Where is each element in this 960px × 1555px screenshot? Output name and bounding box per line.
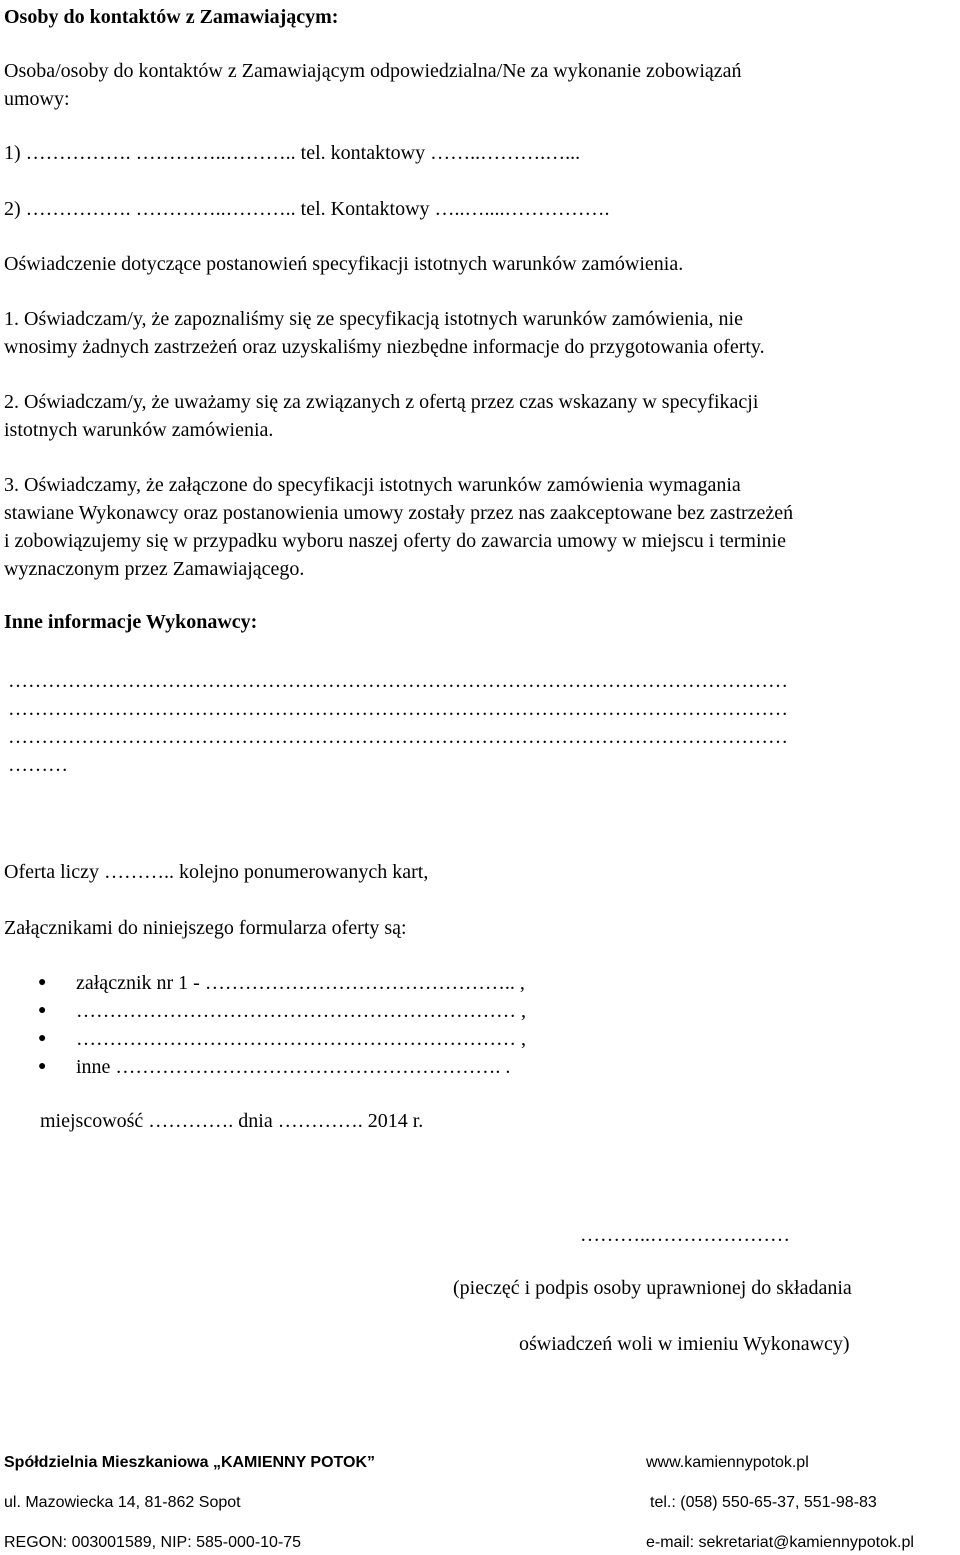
declaration-3-line-3: i zobowiązujemy się w przypadku wyboru naszej oferty do zawarcia umowy w miejscu i terminie: [4, 530, 786, 552]
declaration-3-line-2: stawiane Wykonawcy oraz postanowienia umowy zostały przez nas zaakceptowane bez zastrzeżeń: [4, 502, 794, 524]
bullet-icon: ●: [38, 1031, 47, 1046]
footer-website: www.kamiennypotok.pl: [646, 1454, 809, 1471]
attachments-heading: Załącznikami do niniejszego formularza oferty są:: [4, 917, 407, 939]
footer-address: ul. Mazowiecka 14, 81-862 Sopot: [4, 1494, 241, 1511]
dotted-line-4: ………: [8, 754, 68, 776]
contact-person-2: 2) ……………. …………..……….. tel. Kontaktowy …..…....…………….: [4, 198, 610, 220]
footer-email: e-mail: sekretariat@kamiennypotok.pl: [646, 1534, 914, 1551]
attachment-item: załącznik nr 1 - ……………………………………….. ,: [76, 972, 525, 994]
signature-caption-line-2: oświadczeń woli w imieniu Wykonawcy): [519, 1333, 850, 1355]
section-heading-contacts: Osoby do kontaktów z Zamawiającym:: [4, 6, 339, 28]
bullet-icon: ●: [38, 1059, 47, 1074]
footer-phone: tel.: (058) 550-65-37, 551-98-83: [650, 1494, 877, 1511]
place-and-date: miejscowość …………. dnia …………. 2014 r.: [40, 1110, 424, 1132]
contact-intro-line-2: umowy:: [4, 88, 70, 110]
attachment-item: inne …………………………………………………. .: [76, 1056, 511, 1078]
declaration-3-line-4: wyznaczonym przez Zamawiającego.: [4, 558, 305, 580]
bullet-icon: ●: [38, 975, 47, 990]
declaration-3-line-1: 3. Oświadczamy, że załączone do specyfikacji istotnych warunków zamówienia wymagania: [4, 474, 741, 496]
contact-person-1: 1) ……………. …………..……….. tel. kontaktowy ……..……….…...: [4, 142, 581, 164]
dotted-line-3: ………………………………………………………………………………………………………: [8, 726, 788, 748]
footer-registration-ids: REGON: 003001589, NIP: 585-000-10-75: [4, 1534, 302, 1551]
contact-intro-line-1: Osoba/osoby do kontaktów z Zamawiającym odpowiedzialna/Ne za wykonanie zobowiązań: [4, 60, 742, 82]
signature-caption-line-1: (pieczęć i podpis osoby uprawnionej do składania: [453, 1277, 852, 1299]
declaration-1-line-1: 1. Oświadczam/y, że zapoznaliśmy się ze specyfikacją istotnych warunków zamówienia, nie: [4, 308, 743, 330]
signature-line: ………..…………………: [580, 1224, 790, 1246]
spec-declaration-title: Oświadczenie dotyczące postanowień specyfikacji istotnych warunków zamówienia.: [4, 253, 684, 275]
bullet-icon: ●: [38, 1003, 47, 1018]
declaration-1-line-2: wnosimy żadnych zastrzeżeń oraz uzyskaliśmy niezbędne informacje do przygotowania oferty.: [4, 336, 765, 358]
offer-page-count: Oferta liczy ……….. kolejno ponumerowanych kart,: [4, 861, 429, 883]
attachment-item: ………………………………………………………… ,: [76, 1028, 526, 1050]
attachment-item: ………………………………………………………… ,: [76, 1000, 526, 1022]
declaration-2-line-1: 2. Oświadczam/y, że uważamy się za związanych z ofertą przez czas wskazany w specyfikacji: [4, 391, 759, 413]
footer-org-name: Spółdzielnia Mieszkaniowa „KAMIENNY POTOK”: [4, 1454, 376, 1471]
other-info-heading: Inne informacje Wykonawcy:: [4, 611, 258, 633]
declaration-2-line-2: istotnych warunków zamówienia.: [4, 419, 274, 441]
dotted-line-2: ………………………………………………………………………………………………………: [8, 698, 788, 720]
dotted-line-1: ………………………………………………………………………………………………………: [8, 670, 788, 692]
